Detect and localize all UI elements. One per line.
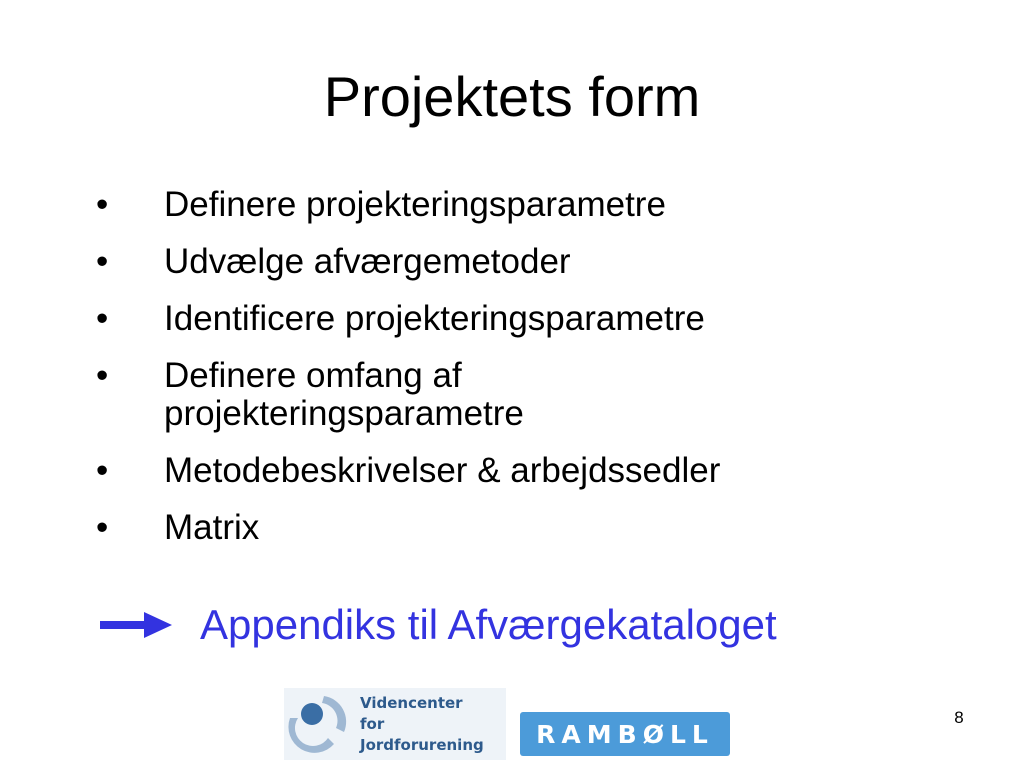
right-arrow-icon <box>100 610 172 640</box>
videncenter-line2: for Jordforurening <box>360 714 484 754</box>
bullet-marker: • <box>96 451 109 490</box>
appendix-line <box>100 598 777 652</box>
bullet-list <box>96 186 976 566</box>
ramboll-wordmark: RAMBØLL <box>536 719 714 749</box>
page-number: 8 <box>954 708 964 727</box>
bullet-marker: • <box>96 356 109 395</box>
bullet-text: Metodebeskrivelser & arbejdssedler <box>164 451 721 490</box>
bullet-text: Matrix <box>164 508 260 547</box>
slide-title: Projektets form <box>323 65 701 128</box>
appendix-text: Appendiks til Afværgekataloget <box>200 601 777 648</box>
list-item <box>96 300 976 338</box>
list-item <box>96 186 976 224</box>
bullet-text: Udvælge afværgemetoder <box>164 242 571 281</box>
videncenter-mark-icon <box>284 688 354 760</box>
bullet-marker: • <box>96 299 109 338</box>
list-item <box>96 509 976 547</box>
bullet-marker: • <box>96 185 109 224</box>
videncenter-logo <box>284 688 506 760</box>
videncenter-line1: Videncenter <box>360 693 463 712</box>
ramboll-logo <box>520 712 730 756</box>
bullet-marker: • <box>96 242 109 281</box>
bullet-marker: • <box>96 508 109 547</box>
bullet-text: Definere projekteringsparametre <box>164 185 666 224</box>
bullet-text: Identificere projekteringsparametre <box>164 299 705 338</box>
list-item <box>96 452 976 490</box>
bullet-text: Definere omfang af projekteringsparametre <box>164 356 524 433</box>
list-item <box>96 357 644 433</box>
list-item <box>96 243 976 281</box>
videncenter-wordmark <box>360 693 506 756</box>
